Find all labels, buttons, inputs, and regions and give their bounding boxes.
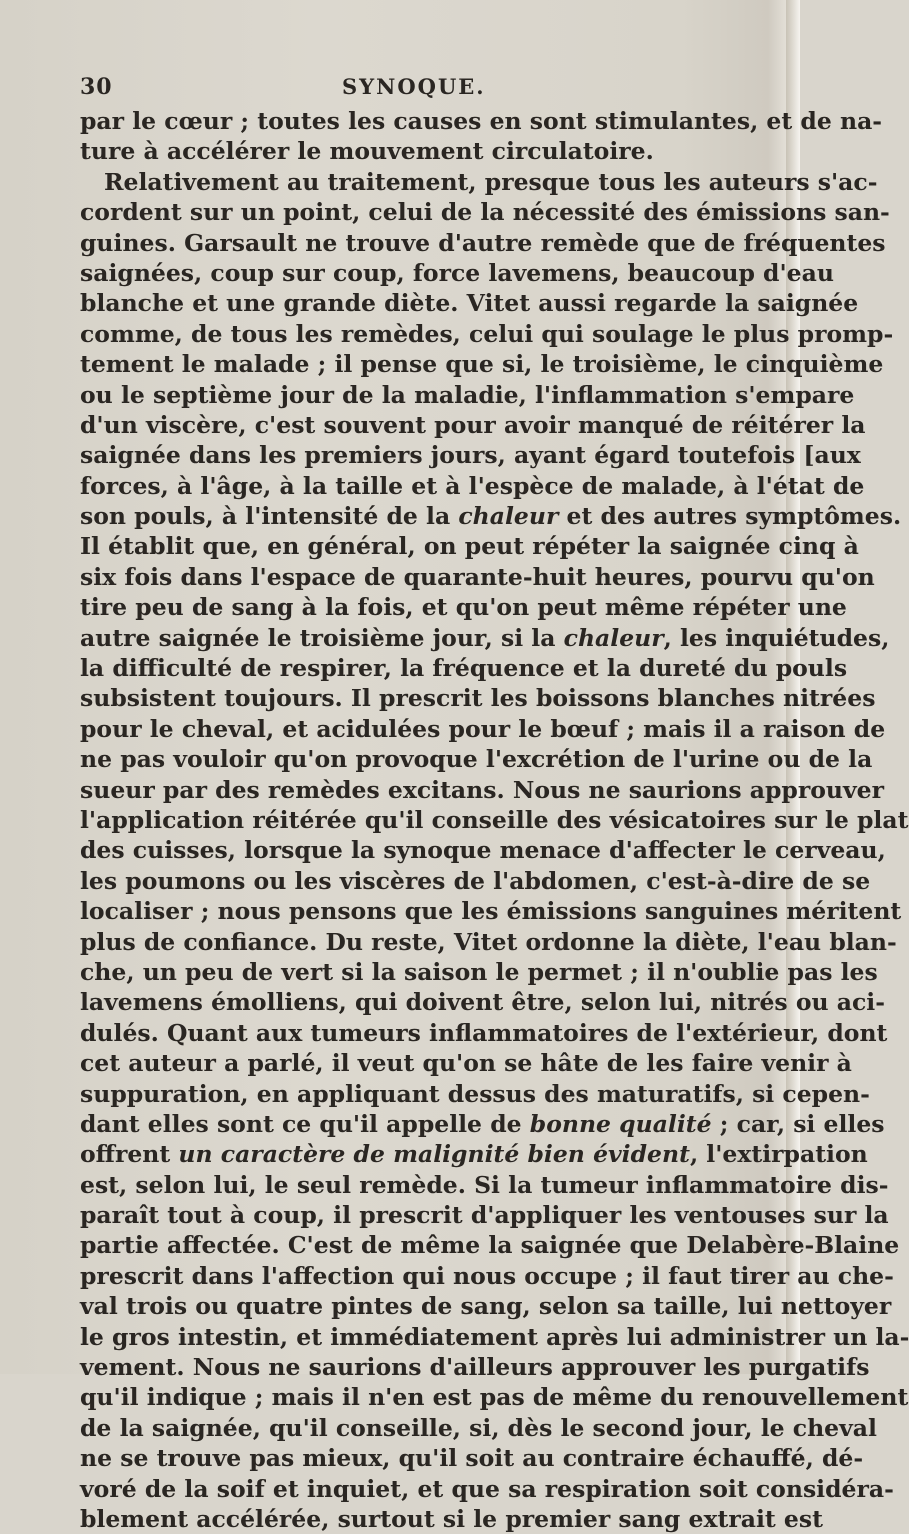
text-line (80, 197, 890, 227)
line-text: Relativement au traitement, presque tous les auteurs s'ac- (104, 167, 878, 196)
line-text: dant elles sont ce qu'il appelle de (80, 1109, 530, 1138)
text-line (80, 1048, 852, 1078)
text-line (80, 1443, 864, 1473)
italic-text: un caractère de malignité bien évident (178, 1140, 690, 1169)
line-text: vement. Nous ne saurions d'ailleurs approuver les purgatifs (80, 1353, 870, 1382)
line-text: val trois ou quatre pintes de sang, selon sa taille, lui nettoyer (80, 1292, 892, 1321)
running-head (80, 74, 730, 106)
text-line (80, 1504, 823, 1534)
text-line (80, 562, 875, 592)
line-text: sueur par des remèdes excitans. Nous ne saurions approuver (80, 775, 884, 804)
line-text: ture à accélérer le mouvement circulatoire. (80, 137, 654, 166)
text-line (80, 349, 884, 379)
text-line (80, 1382, 909, 1412)
italic-text: chaleur (458, 502, 559, 531)
text-line (80, 228, 886, 258)
line-text: des cuisses, lorsque la synoque menace d'affecter le cerveau, (80, 836, 886, 865)
text-line (80, 1170, 889, 1200)
line-text: la difficulté de respirer, la fréquence et la dureté du pouls (80, 654, 848, 683)
line-text: qu'il indique ; mais il n'en est pas de même du renouvellement (80, 1383, 909, 1412)
text-line (80, 1322, 909, 1352)
line-text: pour le cheval, et acidulées pour le bœuf ; mais il a raison de (80, 714, 886, 743)
line-text: offrent (80, 1140, 179, 1169)
text-line (80, 1291, 892, 1321)
text-line (80, 775, 884, 805)
text-line (80, 1018, 888, 1048)
italic-text: bonne qualité (529, 1109, 712, 1138)
line-text: , l'extirpation (689, 1140, 868, 1169)
line-text: prescrit dans l'affection qui nous occupe ; il faut tirer au che- (80, 1261, 894, 1290)
line-text: tement le malade ; il pense que si, le troisième, le cinquième (80, 350, 884, 379)
line-text: voré de la soif et inquiet, et que sa respiration soit considéra- (80, 1474, 894, 1503)
line-text: saignées, coup sur coup, force lavemens, beaucoup d'eau (80, 258, 834, 287)
body-text (80, 106, 909, 1534)
line-text: lavemens émolliens, qui doivent être, selon lui, nitrés ou aci- (80, 988, 885, 1017)
line-text: et des autres symptômes. (558, 502, 902, 531)
line-text: suppuration, en appliquant dessus des maturatifs, si cepen- (80, 1079, 870, 1108)
text-line (80, 623, 890, 653)
text-line (80, 167, 878, 197)
line-text: blement accélérée, surtout si le premier sang extrait est (80, 1504, 823, 1533)
text-line (80, 380, 855, 410)
line-text: l'application réitérée qu'il conseille des vésicatoires sur le plat (80, 805, 909, 834)
text-line (80, 957, 878, 987)
line-text: autre saignée le troisième jour, si la (80, 623, 564, 652)
line-text: guines. Garsault ne trouve d'autre remède que de fréquentes (80, 228, 886, 257)
line-text: les poumons ou les viscères de l'abdomen, c'est-à-dire de se (80, 866, 871, 895)
line-text: blanche et une grande diète. Vitet aussi regarde la saignée (80, 289, 859, 318)
text-line (80, 1474, 894, 1504)
text-line (80, 471, 865, 501)
text-line (80, 1413, 877, 1443)
line-text: , les inquiétudes, (663, 623, 890, 652)
line-text: cet auteur a parlé, il veut qu'on se hâte de les faire venir à (80, 1049, 852, 1078)
line-text: dulés. Quant aux tumeurs inflammatoires de l'extérieur, dont (80, 1018, 888, 1047)
line-text: par le cœur ; toutes les causes en sont stimulantes, et de na- (80, 107, 883, 135)
text-line (80, 258, 834, 288)
text-line (80, 714, 886, 744)
text-line (80, 410, 866, 440)
line-text: d'un viscère, c'est souvent pour avoir manqué de réitérer la (80, 410, 866, 439)
line-text: localiser ; nous pensons que les émissions sanguines méritent (80, 897, 902, 926)
italic-text: chaleur (563, 623, 664, 652)
text-line (80, 440, 861, 470)
text-line (80, 896, 902, 926)
text-line (80, 136, 740, 166)
text-line (80, 592, 847, 622)
text-line (80, 987, 885, 1017)
line-text: comme, de tous les remèdes, celui qui soulage le plus promp- (80, 319, 894, 348)
line-text: ou le septième jour de la maladie, l'inflammation s'empare (80, 380, 855, 409)
line-text: ; car, si elles (711, 1109, 885, 1138)
text-line (80, 927, 897, 957)
text-line (80, 106, 883, 136)
line-text: saignée dans les premiers jours, ayant égard toutefois [aux (80, 441, 861, 470)
line-text: subsistent toujours. Il prescrit les boissons blanches nitrées (80, 684, 876, 713)
line-text: de la saignée, qu'il conseille, si, dès le second jour, le cheval (80, 1413, 877, 1442)
running-title: SYNOQUE. (342, 74, 486, 99)
text-line (80, 501, 902, 531)
text-line (80, 744, 873, 774)
line-text: ne pas vouloir qu'on provoque l'excrétion de l'urine ou de la (80, 745, 873, 774)
text-line (80, 288, 859, 318)
text-line (80, 866, 871, 896)
line-text: partie affectée. C'est de même la saignée que Delabère-Blaine (80, 1231, 900, 1260)
line-text: cordent sur un point, celui de la nécessité des émissions san- (80, 198, 890, 227)
text-line (80, 1200, 889, 1230)
text-line (80, 1261, 894, 1291)
text-line (80, 805, 909, 835)
line-text: le gros intestin, et immédiatement après lui administrer un la- (80, 1322, 909, 1351)
line-text: plus de confiance. Du reste, Vitet ordonne la diète, l'eau blan- (80, 927, 897, 956)
line-text: est, selon lui, le seul remède. Si la tumeur inflammatoire dis- (80, 1170, 889, 1199)
text-line (80, 319, 894, 349)
text-line (80, 1079, 870, 1109)
line-text: son pouls, à l'intensité de la (80, 502, 459, 531)
text-line (80, 653, 848, 683)
page-number: 30 (80, 74, 113, 100)
line-text: ne se trouve pas mieux, qu'il soit au contraire échauffé, dé- (80, 1444, 864, 1473)
line-text: tire peu de sang à la fois, et qu'on peut même répéter une (80, 593, 847, 622)
text-line (80, 1352, 870, 1382)
line-text: paraît tout à coup, il prescrit d'appliquer les ventouses sur la (80, 1201, 889, 1230)
text-line (80, 683, 876, 713)
line-text: six fois dans l'espace de quarante-huit heures, pourvu qu'on (80, 562, 875, 591)
text-line (80, 531, 859, 561)
text-line (80, 1230, 900, 1260)
line-text: forces, à l'âge, à la taille et à l'espèce de malade, à l'état de (80, 471, 865, 500)
line-text: che, un peu de vert si la saison le permet ; il n'oublie pas les (80, 957, 878, 986)
text-line (80, 1139, 868, 1169)
text-line (80, 835, 886, 865)
line-text: Il établit que, en général, on peut répéter la saignée cinq à (80, 532, 859, 561)
text-line (80, 1109, 885, 1139)
